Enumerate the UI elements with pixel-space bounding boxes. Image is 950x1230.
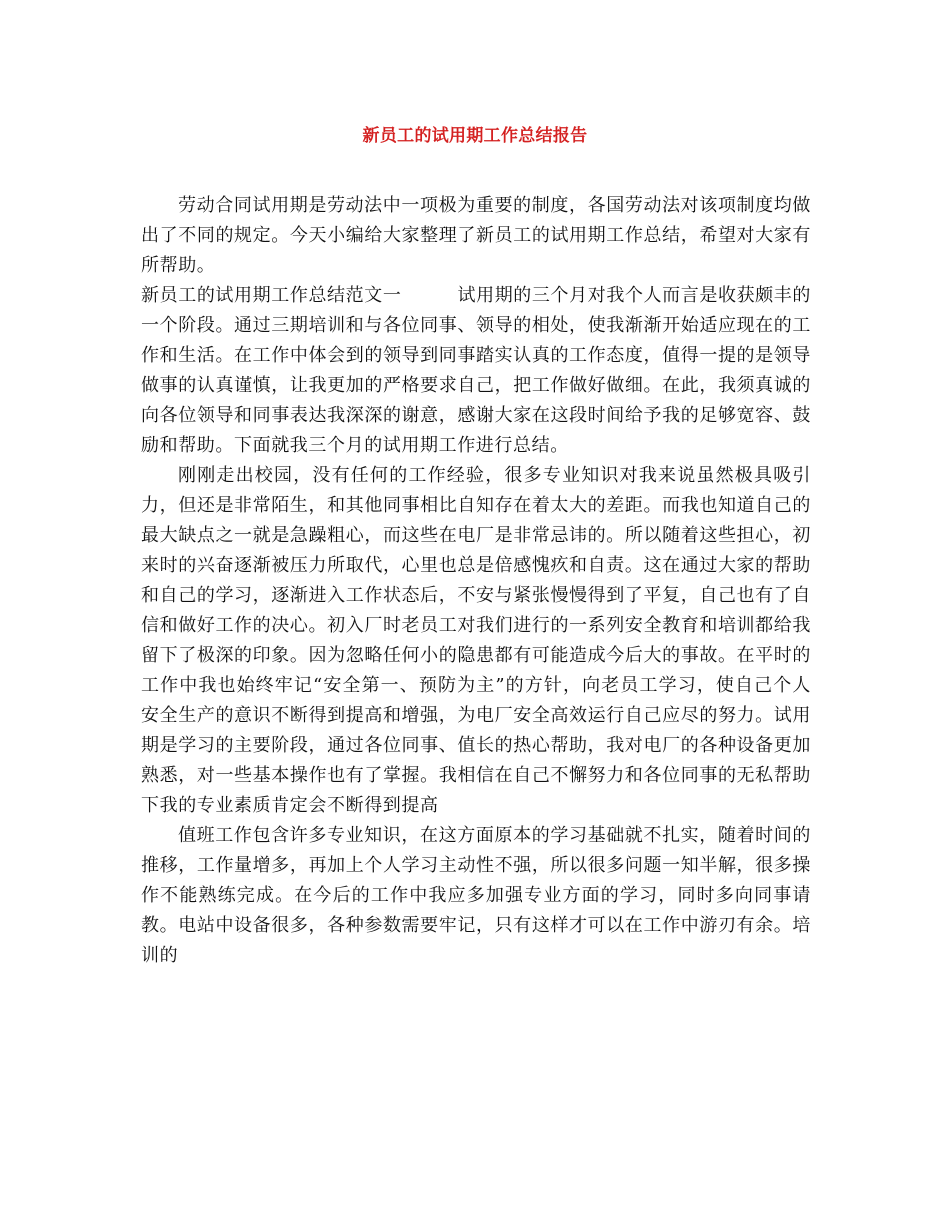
section-heading: 新员工的试用期工作总结范文一 [141, 285, 402, 306]
section-body: 试用期的三个月对我个人而言是收获颇丰的一个阶段。通过三期培训和与各位同事、领导的相处，使我渐渐开始适应现在的工作和生活。在工作中体会到的领导到同事踏实认真的工作态度，值得一提的是领导做事的认真谨慎，让我更加的严格要求自己，把工作做好做细。在此，我须真诚的向各位领导和同事表达我深深的谢意，感谢大家在这段时间给予我的足够宽容、鼓励和帮助。下面就我三个月的试用期工作进行总结。 [141, 285, 811, 456]
body-paragraph-2: 刚刚走出校园，没有任何的工作经验，很多专业知识对我来说虽然极具吸引力，但还是非常陌生，和其他同事相比自知存在着太大的差距。而我也知道自己的最大缺点之一就是急躁粗心，而这些在电厂是非常忌讳的。所以随着这些担心，初来时的兴奋逐渐被压力所取代，心里也总是倍感愧疚和自责。这在通过大家的帮助和自己的学习，逐渐进入工作状态后，不安与紧张慢慢得到了平复，自己也有了自信和做好工作的决心。初入厂时老员工对我们进行的一系列安全教育和培训都给我留下了极深的印象。因为忽略任何小的隐患都有可能造成今后大的事故。在平时的工作中我也始终牢记“安全第一、预防为主”的方针，向老员工学习，使自己个人安全生产的意识不断得到提高和增强，为电厂安全高效运行自己应尽的努力。试用期是学习的主要阶段，通过各位同事、值长的热心帮助，我对电厂的各种设备更加熟悉，对一些基本操作也有了掌握。我相信在自己不懈努力和各位同事的无私帮助下我的专业素质肯定会不断得到提高 [141, 465, 811, 816]
section-paragraph [141, 281, 811, 461]
document-body [141, 191, 811, 971]
body-paragraph-3: 值班工作包含许多专业知识，在这方面原本的学习基础就不扎实，随着时间的推移，工作量增多，再加上个人学习主动性不强，所以很多问题一知半解，很多操作不能熟练完成。在今后的工作中我应多加强专业方面的学习，同时多向同事请教。电站中设备很多，各种参数需要牢记，只有这样才可以在工作中游刃有余。培训的 [141, 825, 811, 966]
intro-paragraph: 劳动合同试用期是劳动法中一项极为重要的制度，各国劳动法对该项制度均做出了不同的规定。今天小编给大家整理了新员工的试用期工作总结，希望对大家有所帮助。 [141, 195, 811, 276]
document-title: 新员工的试用期工作总结报告 [362, 126, 588, 146]
